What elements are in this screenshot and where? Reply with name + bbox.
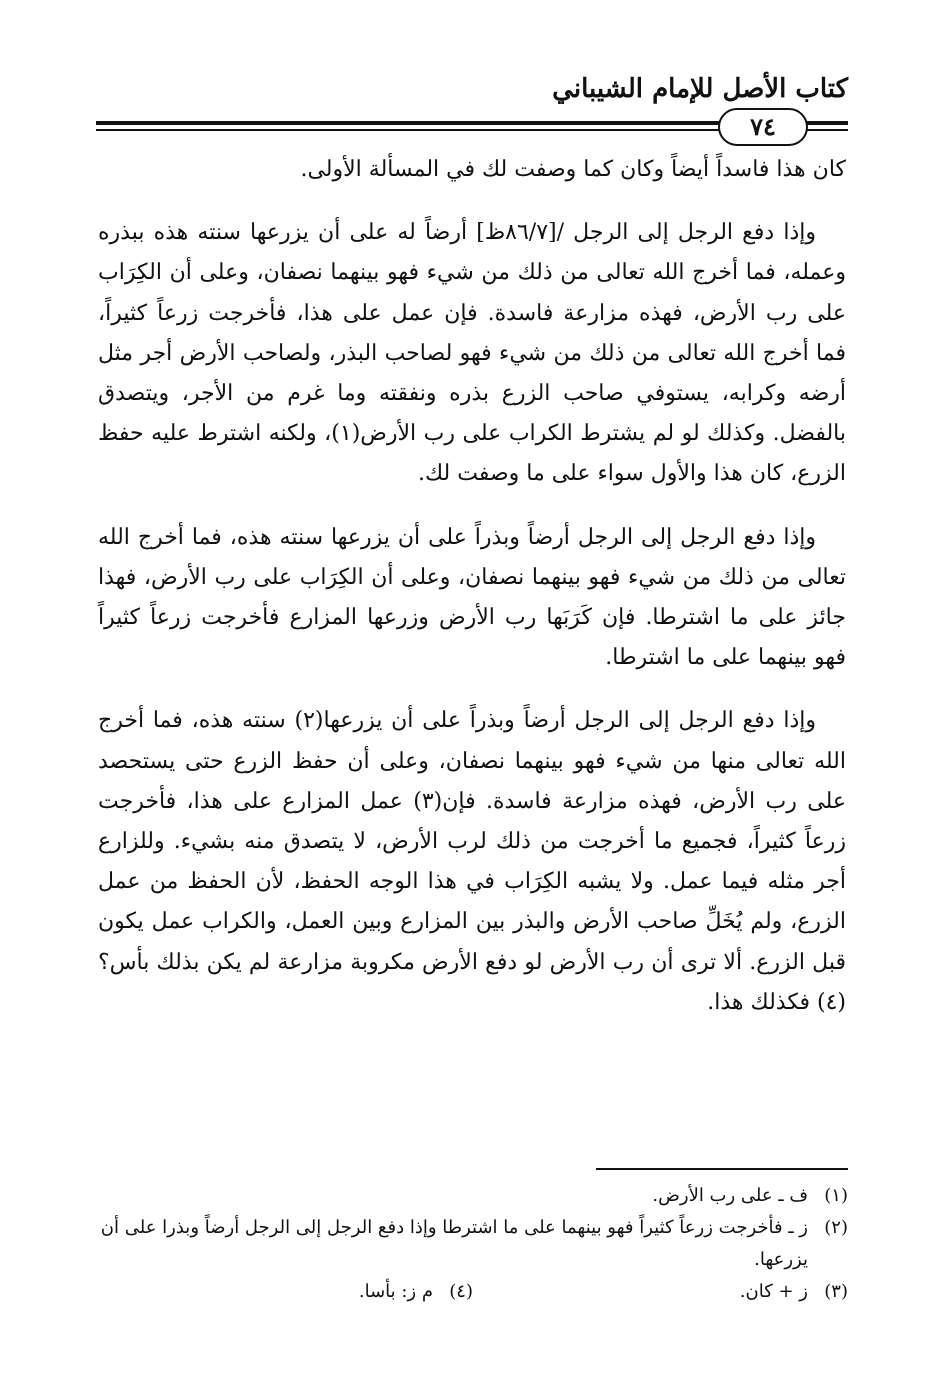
footnote-text: م ز: بأسا. [358,1281,433,1302]
footnote-4 [98,1276,473,1308]
running-header-title: كتاب الأصل للإمام الشيباني [552,74,848,104]
footnote-separator [596,1168,848,1170]
footnotes [98,1180,848,1308]
paragraph-4: وإذا دفع الرجل إلى الرجل أرضاً وبذراً على أن يزرعها(٢) سنته هذه، فما أخرج الله تعالى منها من شيء فهو بينهما نصفان، وعلى أن حفظ الزرع حتى يستحصد على رب الأرض، فهذه مزارعة فاسدة. فإن(٣) عمل المزارع على هذا، فأخرجت زرعاً كثيراً، فجميع ما أخرجت من ذلك لرب الأرض، لا يتصدق منه بشيء. وللزارع أجر مثله فيما عمل. ولا يشبه الكِرَاب في هذا الوجه الحفظ، لأن الحفظ من عمل الزرع، ولم يُخَلِّ صاحب الأرض والبذر بين المزارع وبين العمل، والكراب عمل يكون قبل الزرع. ألا ترى أن رب الأرض لو دفع الأرض مكروبة مزارعة لم يكن بذلك بأس؟(٤) فكذلك هذا. [98,708,847,1015]
paragraph-2: وإذا دفع الرجل إلى الرجل /[٨٦/٧ظ] أرضاً له على أن يزرعها سنته هذه ببذره وعمله، فما أخرج الله تعالى من ذلك من شيء فهو بينهما نصفان، وعلى أن الكِرَاب على رب الأرض، فهذه مزارعة فاسدة. فإن عمل على هذا، فأخرجت زرعاً كثيراً، فما أخرج الله تعالى من ذلك من شيء فهو لصاحب البذر، ولصاحب الأرض أجر مثل أرضه وكرابه، يستوفي صاحب الزرع بذره ونفقته وما غرم من الأجر، ويتصدق بالفضل. وكذلك لو لم يشترط الكراب على رب الأرض(١)، ولكنه اشترط عليه حفظ الزرع، كان هذا والأول سواء على ما وصفت لك. [98,220,846,487]
page-number-badge: ٧٤ [718,108,808,146]
footnote-number: (١) [824,1185,848,1206]
footnote-number: (٣) [824,1281,848,1302]
footnote-text: ز + كان. [739,1281,808,1302]
paragraph-1: كان هذا فاسداً أيضاً وكان كما وصفت لك في المسألة الأولى. [300,157,846,182]
footnote-3 [473,1276,848,1308]
footnote-text: ز ـ فأخرجت زرعاً كثيراً فهو بينهما على ما اشترطا وإذا دفع الرجل إلى الرجل أرضاً وبذرا على أن يزرعها. [100,1217,808,1270]
footnote-number: (٤) [449,1281,473,1302]
footnote-text: ف ـ على رب الأرض. [652,1185,808,1206]
main-text [98,150,846,1023]
footnote-row [98,1276,848,1308]
footnote-1 [98,1180,848,1212]
footnote-number: (٢) [824,1217,848,1238]
footnote-2 [98,1212,848,1276]
paragraph-3: وإذا دفع الرجل إلى الرجل أرضاً وبذراً على أن يزرعها سنته هذه، فما أخرج الله تعالى من ذلك من شيء فهو بينهما نصفان، وعلى أن الكِرَاب على رب الأرض، فهذا جائز على ما اشترطا. فإن كَرَبَها رب الأرض وزرعها المزارع فأخرجت زرعاً كثيراً فهو بينهما على ما اشترطا. [98,524,846,671]
